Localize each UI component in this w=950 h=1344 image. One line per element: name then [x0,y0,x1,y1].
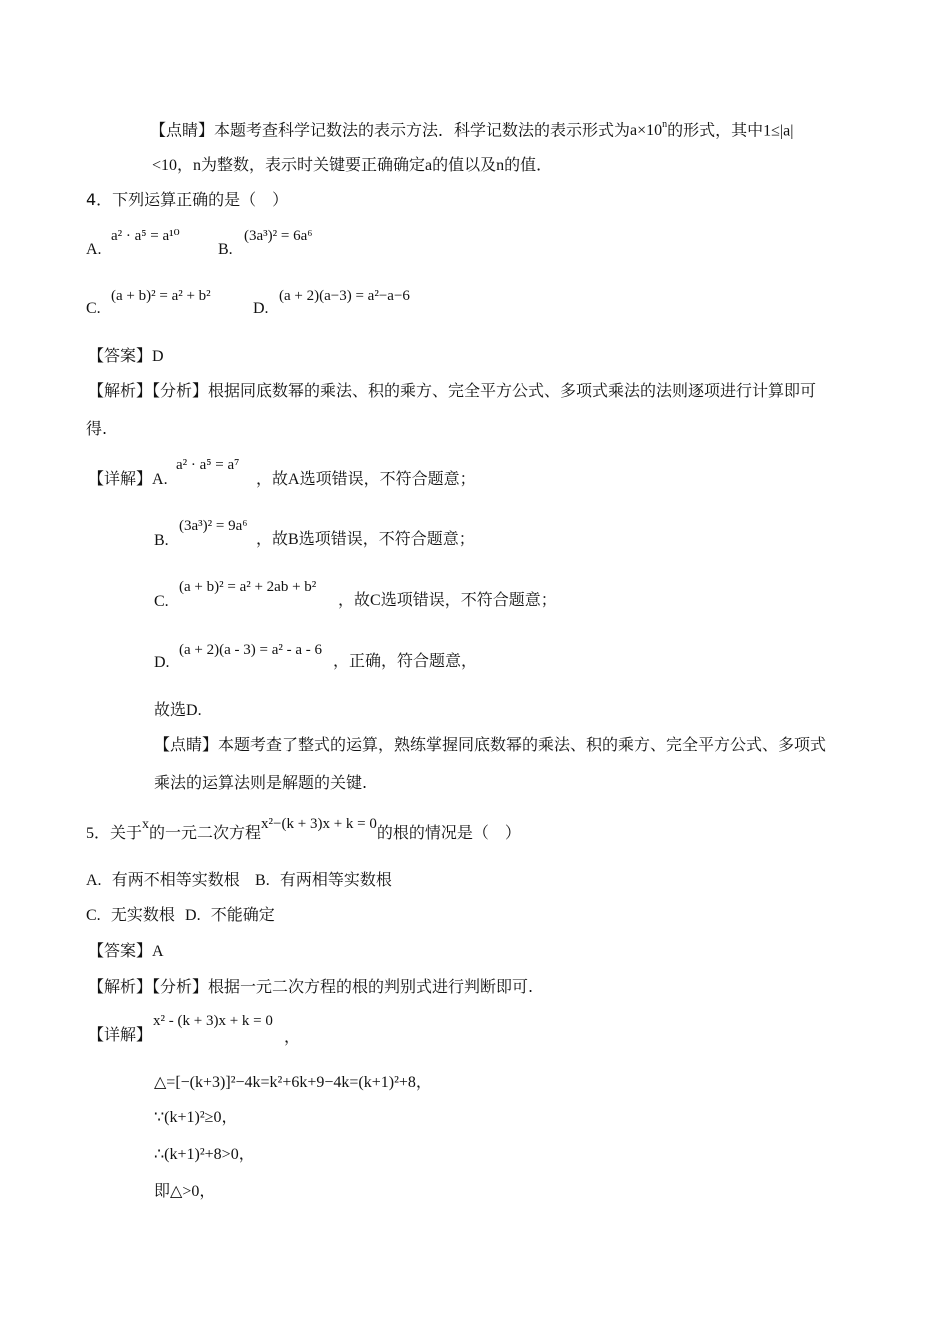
q4-detail-d-expr: (a + 2)(a - 3) = a² - a - 6 [179,642,323,658]
q4-detail-c-expr: (a + b)² = a² + 2ab + b² [179,579,317,595]
q4-opt-b-label: B. [218,241,233,258]
q4-analysis-line2: 得. [86,419,108,438]
q4-detail-c-label: C. [154,593,169,610]
q5-analysis: 【解析】【分析】根据一元二次方程的根的判别式进行判断即可. [88,977,534,996]
q5-step-discriminant: △=[−(k+3)]²−4k=k²+6k+9−4k=(k+1)²+8， [154,1074,432,1091]
q5-detail-tag: 【详解】 [88,1025,153,1044]
q5-step-positive: ∴(k+1)²+8>0， [154,1146,255,1163]
q4-detail-b-text: ，故B选项错误，不符合题意； [256,529,475,548]
q4-answer: 【答案】D [88,346,164,365]
q4-opt-c-expr: (a + b)² = a² + b² [111,288,211,304]
q5-stem-var: x [142,817,150,832]
q4-detail-b-label: B. [154,532,169,549]
q4-opt-b-expr: (3a³)² = 6a⁶ [244,228,313,244]
q4-detail-a-expr: a² · a⁵ = a⁷ [176,457,240,473]
q5-step-conclusion: 即△>0， [154,1181,216,1200]
q4-opt-d-label: D. [253,300,269,317]
q4-opt-c-label: C. [86,300,101,317]
q4-analysis-line1: 【解析】【分析】根据同底数幂的乘法、积的乘方、完全平方公式、多项式乘法的法则逐项进行计算即可 [88,381,817,400]
q4-detail-a: 【详解】A. [88,469,168,488]
q5-answer: 【答案】A [88,941,164,960]
q5-detail-comma: ， [284,1027,301,1046]
q5-stem: 5．关于x的一元二次方程x²−(k + 3)x + k = 0的根的情况是（ ） [86,816,521,842]
q5-detail-eq: x² - (k + 3)x + k = 0 [153,1013,273,1029]
tip1-line1: 【点睛】本题考查科学记数法的表示方法．科学记数法的表示形式为$a\times 10^n$的形式，其中1≤|a| [150,119,794,140]
q4-detail-a-text: ，故A选项错误，不符合题意； [256,469,476,488]
q4-opt-a-label: A. [86,241,102,258]
q5-step-square: ∵(k+1)²≥0， [154,1109,238,1126]
q4-choose: 故选D. [154,700,202,719]
q4-detail-d-label: D. [154,654,170,671]
q4-opt-d-expr: (a + 2)(a−3) = a²−a−6 [279,288,410,304]
q4-tip-line1: 【点睛】本题考查了整式的运算，熟练掌握同底数幂的乘法、积的乘方、完全平方公式、多项式 [154,735,827,754]
q4-detail-c-text: ，故C选项错误，不符合题意； [338,590,557,609]
q4-detail-d-text: ，正确，符合题意， [333,651,478,670]
q4-detail-b-expr: (3a³)² = 9a⁶ [179,518,248,534]
q5-options-ab: A. 有两不相等实数根 B. 有两相等实数根 [86,870,392,889]
sci-notation: $a\times 10^n$ [630,119,668,140]
q5-options-cd: C. 无实数根 D. 不能确定 [86,905,275,924]
abs-range: 1≤|a| [763,122,794,140]
q4-opt-a-expr: a² · a⁵ = a¹⁰ [111,228,180,244]
q5-stem-eq: x²−(k + 3)x + k = 0 [261,816,377,832]
q4-stem: 4．下列运算正确的是（ ） [86,190,289,209]
q4-tip-line2: 乘法的运算法则是解题的关键. [154,773,368,792]
tip1-line2: <10，n为整数，表示时关键要正确确定a的值以及n的值． [152,155,553,174]
tip1-text: 【点睛】本题考查科学记数法的表示方法．科学记数法的表示形式为 [150,120,631,140]
